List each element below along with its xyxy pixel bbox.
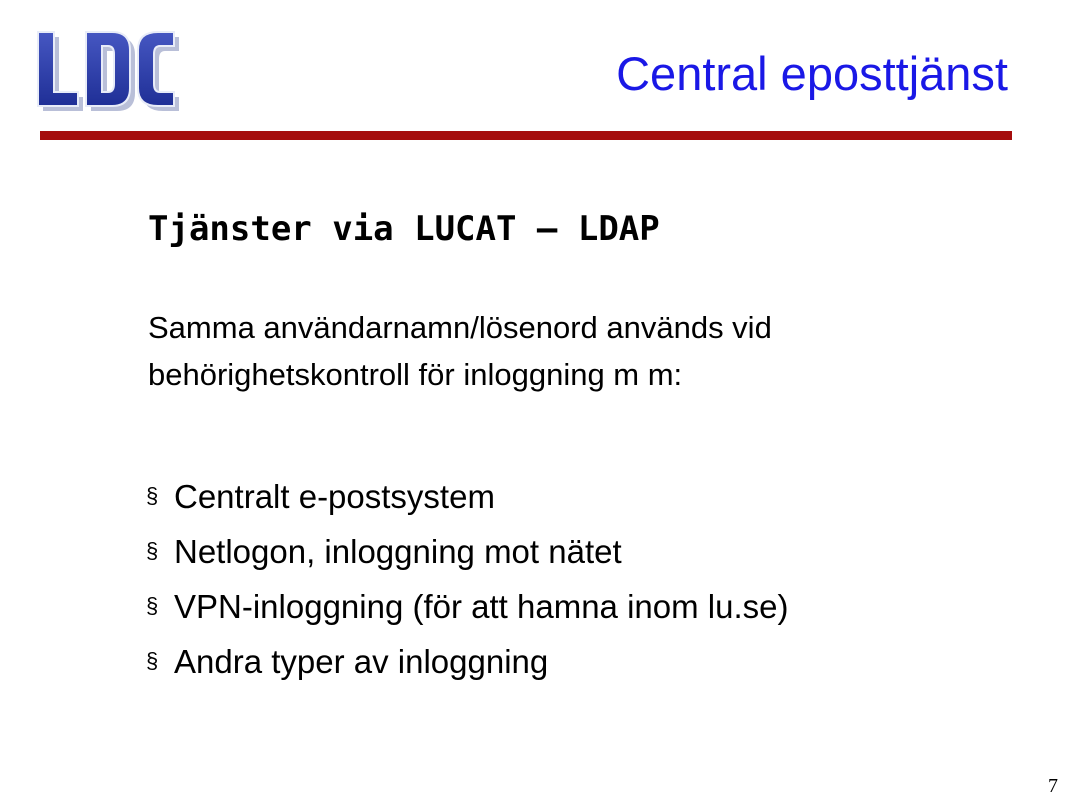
section-sign-bullet-icon: § bbox=[146, 537, 159, 563]
list-item-text: Netlogon, inloggning mot nätet bbox=[174, 532, 622, 570]
section-sign-bullet-icon: § bbox=[146, 482, 159, 508]
slide-title: Central eposttjänst bbox=[616, 47, 1008, 100]
list-item bbox=[146, 579, 788, 634]
intro-line: Samma användarnamn/lösenord används vid bbox=[148, 310, 772, 345]
intro-line: behörighetskontroll för inloggning m m: bbox=[148, 357, 683, 392]
intro-paragraph bbox=[148, 304, 1028, 398]
section-heading: Tjänster via LUCAT – LDAP bbox=[148, 209, 660, 249]
list-item-text: Centralt e-postsystem bbox=[174, 477, 495, 515]
bullet-list bbox=[146, 469, 788, 689]
list-item-text: VPN-inloggning (för att hamna inom lu.se) bbox=[174, 587, 789, 625]
list-item bbox=[146, 634, 788, 689]
list-item-text: Andra typer av inloggning bbox=[174, 642, 549, 680]
list-item bbox=[146, 469, 788, 524]
title-divider bbox=[40, 131, 1012, 140]
ldc-logo bbox=[34, 28, 184, 114]
list-item bbox=[146, 524, 788, 579]
section-sign-bullet-icon: § bbox=[146, 592, 159, 618]
section-sign-bullet-icon: § bbox=[146, 647, 159, 673]
page-number: 7 bbox=[1048, 775, 1058, 797]
